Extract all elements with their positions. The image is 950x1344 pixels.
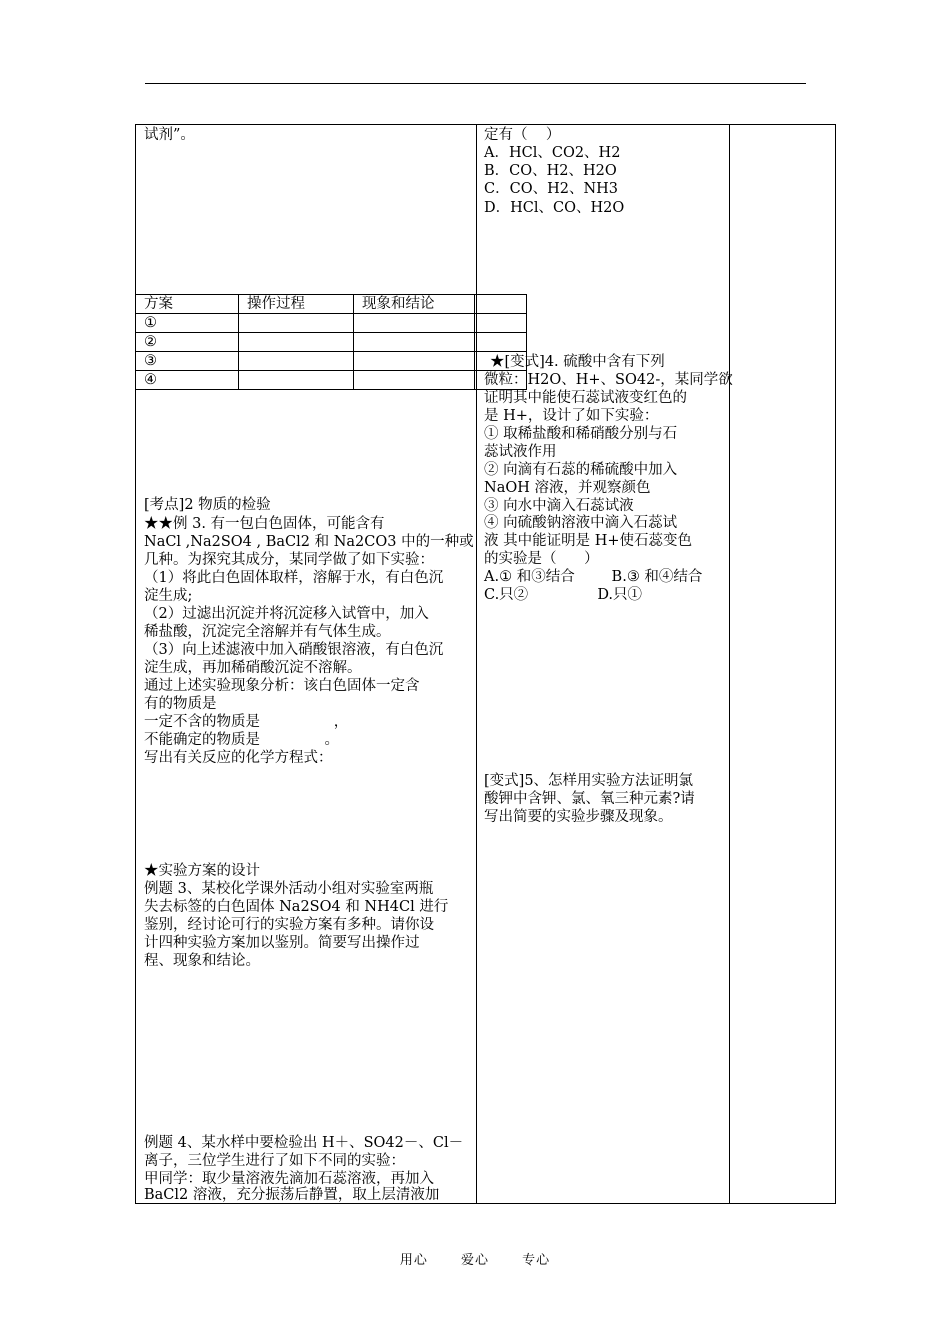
page-footer [0,1249,950,1268]
table-cell [354,371,475,390]
text-line: 例题 4、某水样中要检验出 H＋、SO42－、Cl－ [144,1135,464,1151]
text-line: （3）向上述滤液中加入硝酸银溶液，有白色沉 [144,642,444,658]
text-line: （1）将此白色固体取样，溶解于水，有白色沉 [144,570,444,586]
table-cell [354,333,475,352]
text-line: 几种。为探究其成分，某同学做了如下实验： [144,552,434,568]
text-line: 稀盐酸，沉淀完全溶解并有气体生成。 [144,624,391,640]
plan-row-label: ② [136,333,239,352]
text-line: 例题 3、某校化学课外活动小组对实验室两瓶 [144,881,434,897]
column-divider-1 [476,124,477,1204]
table-cell [354,314,475,333]
text-line: 一定不含的物质是 ， [144,714,349,730]
text-line: 液 其中能证明是 H+使石蕊变色 [484,533,693,549]
plan-header-cell: 现象和结论 [354,295,475,314]
text-line: BaCl2 溶液，充分振荡后静置，取上层清液加 [144,1187,440,1203]
text-line: 有的物质是 [144,696,217,712]
answer-options-row: C.只② D.只① [484,587,643,603]
text-line: 失去标签的白色固体 Na2SO4 和 NH4Cl 进行 [144,899,449,915]
column-divider-2 [729,124,730,1204]
text-line: ④ 向硫酸钠溶液中滴入石蕊试 [484,515,678,531]
text-line: 写出有关反应的化学方程式： [144,750,333,766]
footer-word: 爱心 [460,1253,489,1268]
option-b: B．CO、H2、H2O [484,163,617,179]
header-rule [145,83,806,84]
text-line: （2）过滤出沉淀并将沉淀移入试管中，加入 [144,606,429,622]
table-cell [239,314,354,333]
plan-table [135,294,527,390]
text-line: 淀生成; [144,588,193,604]
text-line: 通过上述实验现象分析：该白色固体一定含 [144,678,420,694]
table-top-border [135,124,836,125]
section-heading: [变式]5、怎样用实验方法证明氯 [484,773,694,789]
text-line: 甲同学：取少量溶液先滴加石蕊溶液，再加入 [144,1171,434,1187]
kaodian-heading: [考点]2 物质的检验 [144,497,271,513]
text-line: 酸钾中含钾、氯、氧三种元素?请 [484,791,695,807]
table-left-border [135,124,136,1204]
table-row [136,333,527,352]
text-line: 淀生成，再加稀硝酸沉淀不溶解。 [144,660,362,676]
text-line: ② 向滴有石蕊的稀硫酸中加入 [484,462,678,478]
footer-word: 用心 [399,1253,428,1268]
answer-options-row: A.① 和③结合 B.③ 和④结合 [484,569,703,585]
section-heading: ★[变式]4. 硫酸中含有下列 [490,354,665,370]
plan-row-label: ③ [136,352,239,371]
table-row [136,314,527,333]
text-line: 离子，三位学生进行了如下不同的实验： [144,1153,405,1169]
text-line: 定有（ ） [484,127,561,143]
text-line: ③ 向水中滴入石蕊试液 [484,498,634,514]
table-right-border [835,124,836,1204]
table-cell [239,352,354,371]
plan-header-cell: 操作过程 [239,295,354,314]
text-line: 微粒：H2O、H+、SO42-，某同学欲 [484,372,733,388]
table-cell [354,352,475,371]
plan-header-cell [475,295,527,314]
option-c: C．CO、H2、NH3 [484,181,619,197]
text-line: ★★例 3. 有一包白色固体，可能含有 [144,516,385,532]
text-line: 程、现象和结论。 [144,953,260,969]
text-line: 证明其中能使石蕊试液变红色的 [484,390,687,406]
table-cell [239,371,354,390]
text-line: 的实验是（ ） [484,551,599,567]
table-cell [475,333,527,352]
table-row [136,352,527,371]
plan-table-header [136,295,527,314]
section-heading: ★实验方案的设计 [144,863,260,879]
table-cell [475,314,527,333]
text-line: 是 H+，设计了如下实验： [484,408,659,424]
option-d: D．HCl、CO、H2O [484,200,625,216]
text-line: ① 取稀盐酸和稀硝酸分别与石 [484,426,678,442]
table-row [136,371,527,390]
text-line: 鉴别，经讨论可行的实验方案有多种。请你设 [144,917,434,933]
plan-row-label: ① [136,314,239,333]
text-line: NaCl ,Na2SO4 , BaCl2 和 Na2CO3 中的一种或 [144,534,474,550]
option-a: A．HCl、CO2、H2 [484,145,621,161]
text-line: 计四种实验方案加以鉴别。简要写出操作过 [144,935,420,951]
text-line: NaOH 溶液，并观察颜色 [484,480,651,496]
text-line: 蕊试液作用 [484,444,557,460]
table-cell [239,333,354,352]
text-line: 不能确定的物质是 。 [144,732,340,748]
plan-header-cell: 方案 [136,295,239,314]
left-top-text: 试剂”。 [144,127,195,143]
text-line: 写出简要的实验步骤及现象。 [484,809,673,825]
plan-row-label: ④ [136,371,239,390]
footer-word: 专心 [522,1253,551,1268]
